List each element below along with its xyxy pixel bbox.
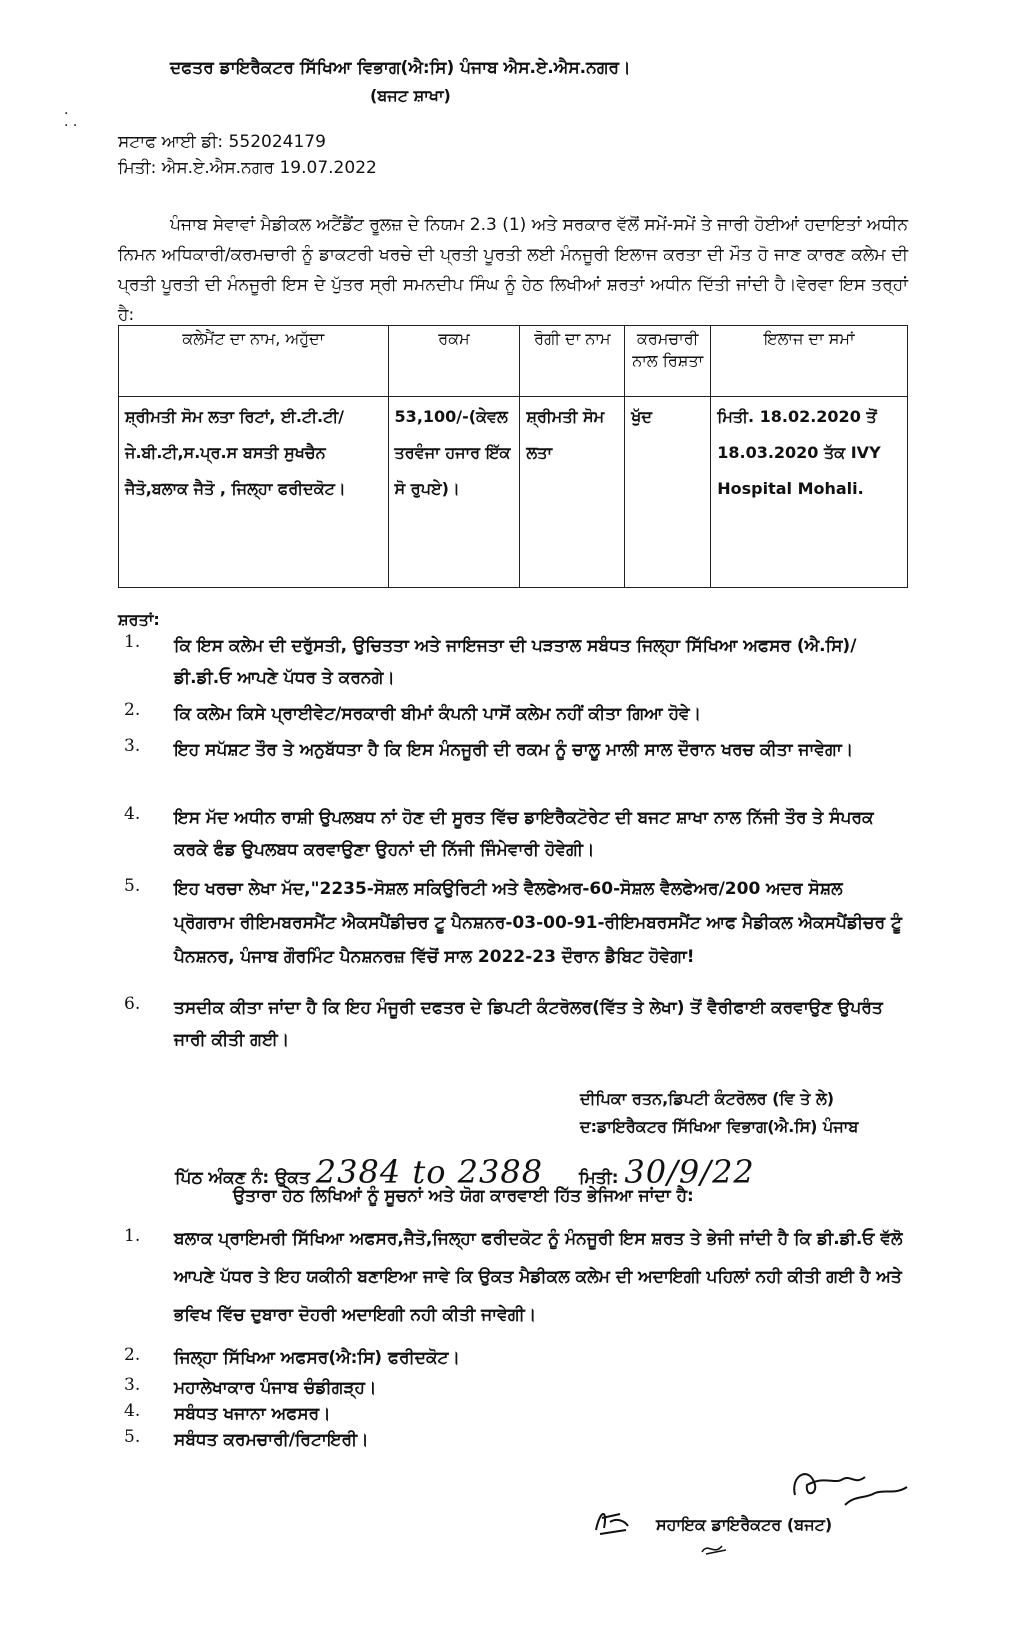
office-header: ਦਫਤਰ ਡਾਇਰੈਕਟਰ ਸਿੱਖਿਆ ਵਿਭਾਗ(ਐ:ਸਿ) ਪੰਜਾਬ ਐਸ.ਏ.ਐਸ.ਨਗਰ। xyxy=(170,58,631,78)
director-signature xyxy=(785,1455,915,1515)
letter-date: ਮਿਤੀ: ਐਸ.ਏ.ਐਸ.ਨਗਰ 19.07.2022 xyxy=(118,158,377,178)
signatory-block xyxy=(580,1085,920,1141)
initials-signature xyxy=(590,1500,635,1540)
item-text: ਤਸਦੀਕ ਕੀਤਾ ਜਾਂਦਾ ਹੈ ਕਿ ਇਹ ਮੰਜੂਰੀ ਦਫਤਰ ਦੇ ਡਿਪਟੀ ਕੰਟਰੋਲਰ(ਵਿੱਤ ਤੇ ਲੇਖਾ) ਤੋਂ ਵੈਰੀਫਾਈ ਕਰਵਾਉਣ ਉਪਰੰਤ ਜਾਰੀ ਕੀਤੀ ਗਈ। xyxy=(174,998,883,1050)
item-text: ਇਸ ਮੱਦ ਅਧੀਨ ਰਾਸ਼ੀ ਉਪਲਬਧ ਨਾਂ ਹੋਣ ਦੀ ਸੂਰਤ ਵਿੱਚ ਡਾਇਰੈਕਟੋਰੇਟ ਦੀ ਬਜਟ ਸ਼ਾਖਾ ਨਾਲ ਨਿੱਜੀ ਤੌਰ ਤੇ ਸੰਪਰਕ ਕਰਕੇ ਫੰਡ ਉਪਲਬਧ ਕਰਵਾਉਣਾ ਉਹਨਾਂ ਦੀ ਨਿੱਜੀ ਜਿੰਮੇਵਾਰੀ ਹੋਵੇਗੀ। xyxy=(174,808,874,860)
scan-marks: · · · xyxy=(64,106,78,134)
item-text: ਸਬੰਧਤ ਖਜਾਨਾ ਅਫਸਰ। xyxy=(174,1404,331,1424)
endorsement-date-label: ਮਿਤੀ: xyxy=(579,1168,619,1188)
assistant-director: ਸਹਾਇਕ ਡਾਇਰੈਕਟਰ (ਬਜਟ) xyxy=(656,1515,833,1534)
staff-id: ਸਟਾਫ ਆਈ ਡੀ: 552024179 xyxy=(118,132,326,152)
conditions-title: ਸ਼ਰਤਾਂ: xyxy=(118,610,160,629)
item-number: 4. xyxy=(124,1401,141,1421)
item-number: 6. xyxy=(124,994,141,1014)
branch-subheader: (ਬਜਟ ਸ਼ਾਖਾ) xyxy=(370,86,451,105)
header-patient: ਰੋਗੀ ਦਾ ਨਾਮ xyxy=(520,326,625,397)
item-number: 3. xyxy=(124,736,141,756)
item-number: 1. xyxy=(124,1226,141,1246)
table-row xyxy=(119,397,908,588)
intro-paragraph: ਪੰਜਾਬ ਸੇਵਾਵਾਂ ਮੈਡੀਕਲ ਅਟੈਂਡੈਂਟ ਰੂਲਜ਼ ਦੇ ਨਿਯਮ 2.3 (1) ਅਤੇ ਸਰਕਾਰ ਵੱਲੋਂ ਸਮੇਂ-ਸਮੇਂ ਤੇ ਜਾਰੀ ਹੋਈਆਂ ਹਦਾਇਤਾਂ ਅਧੀਨ ਨਿਮਨ ਅਧਿਕਾਰੀ/ਕਰਮਚਾਰੀ ਨੂੰ ਡਾਕਟਰੀ ਖਰਚੇ ਦੀ ਪ੍ਰਤੀ ਪੂਰਤੀ ਲਈ ਮੰਨਜੂਰੀ ਇਲਾਜ ਕਰਤਾ ਦੀ ਮੌਤ ਹੋ ਜਾਣ ਕਾਰਣ ਕਲੇਮ ਦੀ ਪ੍ਰਤੀ ਪੂਰਤੀ ਦੀ ਮੰਨਜੂਰੀ ਇਸ ਦੇ ਪੁੱਤਰ ਸ੍ਰੀ ਸਮਨਦੀਪ ਸਿੰਘ ਨੂੰ ਹੇਠ ਲਿਖੀਆਂ ਸ਼ਰਤਾਂ ਅਧੀਨ ਦਿੱਤੀ ਜਾਂਦੀ ਹੈ।ਵੇਰਵਾ ਇਸ ਤਰ੍ਹਾਂ ਹੈ: xyxy=(118,215,908,325)
endorsement-label: ਪਿੱਠ ਅੰਕਣ ਨੰ: ਉਕਤ xyxy=(175,1168,310,1188)
claim-table xyxy=(118,325,908,588)
header-treatment-period: ਇਲਾਜ ਦਾ ਸਮਾਂ xyxy=(711,326,908,397)
scribble-mark xyxy=(700,1538,730,1558)
cell-patient: ਸ਼੍ਰੀਮਤੀ ਸੋਮ ਲਤਾ xyxy=(520,397,625,588)
item-text: ਕਿ ਇਸ ਕਲੇਮ ਦੀ ਦਰੁੱਸਤੀ, ਉਚਿਤਤਾ ਅਤੇ ਜਾਇਜਤਾ ਦੀ ਪੜਤਾਲ ਸਬੰਧਤ ਜਿਲ੍ਹਾ ਸਿੱਖਿਆ ਅਫਸਰ (ਐ.ਸਿ)/ਡੀ.ਡੀ.ਓ ਆਪਣੇ ਪੱਧਰ ਤੇ ਕਰਨਗੇ। xyxy=(174,636,857,688)
item-number: 2. xyxy=(124,1345,141,1365)
item-number: 1. xyxy=(124,632,141,652)
item-text: ਮਹਾਲੇਖਾਕਾਰ ਪੰਜਾਬ ਚੰਡੀਗੜ੍ਹ। xyxy=(174,1378,377,1398)
header-amount: ਰਕਮ xyxy=(388,326,520,397)
endorsement-date: 30/9/22 xyxy=(624,1153,755,1191)
item-text: ਇਹ ਸਪੱਸ਼ਟ ਤੌਰ ਤੇ ਅਨੁਬੱਧਤਾ ਹੈ ਕਿ ਇਸ ਮੰਨਜੂਰੀ ਦੀ ਰਕਮ ਨੂੰ ਚਾਲੂ ਮਾਲੀ ਸਾਲ ਦੌਰਾਨ ਖਰਚ ਕੀਤਾ ਜਾਵੇਗਾ। xyxy=(174,740,854,760)
cell-amount: 53,100/-(ਕੇਵਲ ਤਰਵੰਜਾ ਹਜਾਰ ਇੱਕ ਸੋ ਰੁਪਏ)। xyxy=(388,397,520,588)
item-number: 3. xyxy=(124,1375,141,1395)
table-header-row xyxy=(119,326,908,397)
signatory-office: ਦ:ਡਾਇਰੈਕਟਰ ਸਿੱਖਿਆ ਵਿਭਾਗ(ਐ.ਸਿ) ਪੰਜਾਬ xyxy=(580,1117,859,1136)
endorsement-number: 2384 to 2388 xyxy=(315,1153,544,1191)
item-text: ਜਿਲ੍ਹਾ ਸਿੱਖਿਆ ਅਫਸਰ(ਐ:ਸਿ) ਫਰੀਦਕੋਟ। xyxy=(174,1348,460,1368)
cell-claimant: ਸ਼੍ਰੀਮਤੀ ਸੋਮ ਲਤਾ ਰਿਟਾਂ, ਈ.ਟੀ.ਟੀ/ਜੇ.ਬੀ.ਟੀ,ਸ.ਪ੍ਰ.ਸ ਬਸਤੀ ਸੁਖਚੈਨ ਜੈਤੋ,ਬਲਾਕ ਜੈਤੋ , ਜਿਲ੍ਹਾ ਫਰੀਦਕੋਟ। xyxy=(119,397,389,588)
item-text: ਬਲਾਕ ਪ੍ਰਾਇਮਰੀ ਸਿੱਖਿਆ ਅਫਸਰ,ਜੈਤੋ,ਜਿਲ੍ਹਾ ਫਰੀਦਕੋਟ ਨੂੰ ਮੰਨਜੂਰੀ ਇਸ ਸ਼ਰਤ ਤੇ ਭੇਜੀ ਜਾਂਦੀ ਹੈ ਕਿ ਡੀ.ਡੀ.ਓ ਵੱਲੋ ਆਪਣੇ ਪੱਧਰ ਤੇ ਇਹ ਯਕੀਨੀ ਬਣਾਇਆ ਜਾਵੇ ਕਿ ਉਕਤ ਮੈਡੀਕਲ ਕਲੇਮ ਦੀ ਅਦਾਇਗੀ ਪਹਿਲਾਂ ਨਹੀ ਕੀਤੀ ਗਈ ਹੈ ਅਤੇ ਭਵਿਖ ਵਿੱਚ ਦੁਬਾਰਾ ਦੋਹਰੀ ਅਦਾਇਗੀ ਨਹੀ ਕੀਤੀ ਜਾਵੇਗੀ। xyxy=(174,1229,903,1325)
cell-relation: ਖੁੱਦ xyxy=(625,397,711,588)
item-text: ਸਬੰਧਤ ਕਰਮਚਾਰੀ/ਰਿਟਾਇਰੀ। xyxy=(174,1430,369,1450)
item-number: 5. xyxy=(124,1427,141,1447)
header-relation: ਕਰਮਚਾਰੀ ਨਾਲ ਰਿਸ਼ਤਾ xyxy=(625,326,711,397)
item-number: 4. xyxy=(124,804,141,824)
item-number: 2. xyxy=(124,700,141,720)
header-claimant: ਕਲੇਮੈਂਟ ਦਾ ਨਾਮ, ਅਹੁੱਦਾ xyxy=(119,326,389,397)
signatory-name: ਦੀਪਿਕਾ ਰਤਨ,ਡਿਪਟੀ ਕੰਟਰੋਲਰ (ਵਿ ਤੇ ਲੇ) xyxy=(580,1089,835,1108)
cell-treatment-period: ਮਿਤੀ. 18.02.2020 ਤੋਂ 18.03.2020 ਤੱਕ IVY Hospital Mohali. xyxy=(711,397,908,588)
item-text: ਕਿ ਕਲੇਮ ਕਿਸੇ ਪ੍ਰਾਈਵੇਟ/ਸਰਕਾਰੀ ਬੀਮਾਂ ਕੰਪਨੀ ਪਾਸੋਂ ਕਲੇਮ ਨਹੀਂ ਕੀਤਾ ਗਿਆ ਹੋਵੇ। xyxy=(174,704,702,724)
item-number: 5. xyxy=(124,876,141,896)
item-text: ਇਹ ਖਰਚਾ ਲੇਖਾ ਮੱਦ,"2235-ਸੋਸ਼ਲ ਸਕਿਉਰਿਟੀ ਅਤੇ ਵੈਲਫੇਅਰ-60-ਸੋਸ਼ਲ ਵੈਲਫੇਅਰ/200 ਅਦਰ ਸੋਸ਼ਲ ਪ੍ਰੋਗਰਾਮ ਰੀਇਮਬਰਸਮੈਂਟ ਐਕਸਪੈਂਡੀਚਰ ਟੂ ਪੈਨਸ਼ਨਰ-03-00-91-ਰੀਇਮਬਰਸਮੈਂਟ ਆਫ ਮੈਡੀਕਲ ਐਕਸਪੈਂਡੀਚਰ ਟੂੰ ਪੈਨਸ਼ਨਰ, ਪੰਜਾਬ ਗੌਰਮਿੰਟ ਪੈਨਸ਼ਨਰਜ਼ ਵਿੱਚੋਂ ਸਾਲ 2022-23 ਦੌਰਾਨ ਡੈਬਿਟ ਹੋਵੇਗਾ! xyxy=(174,879,902,967)
sent-line: ਉਤਾਰਾ ਹੇਠ ਲਿਖਿਆਂ ਨੂੰ ਸੂਚਨਾਂ ਅਤੇ ਯੋਗ ਕਾਰਵਾਈ ਹਿੱਤ ਭੇਜਿਆ ਜਾਂਦਾ ਹੈ: xyxy=(233,1186,694,1206)
